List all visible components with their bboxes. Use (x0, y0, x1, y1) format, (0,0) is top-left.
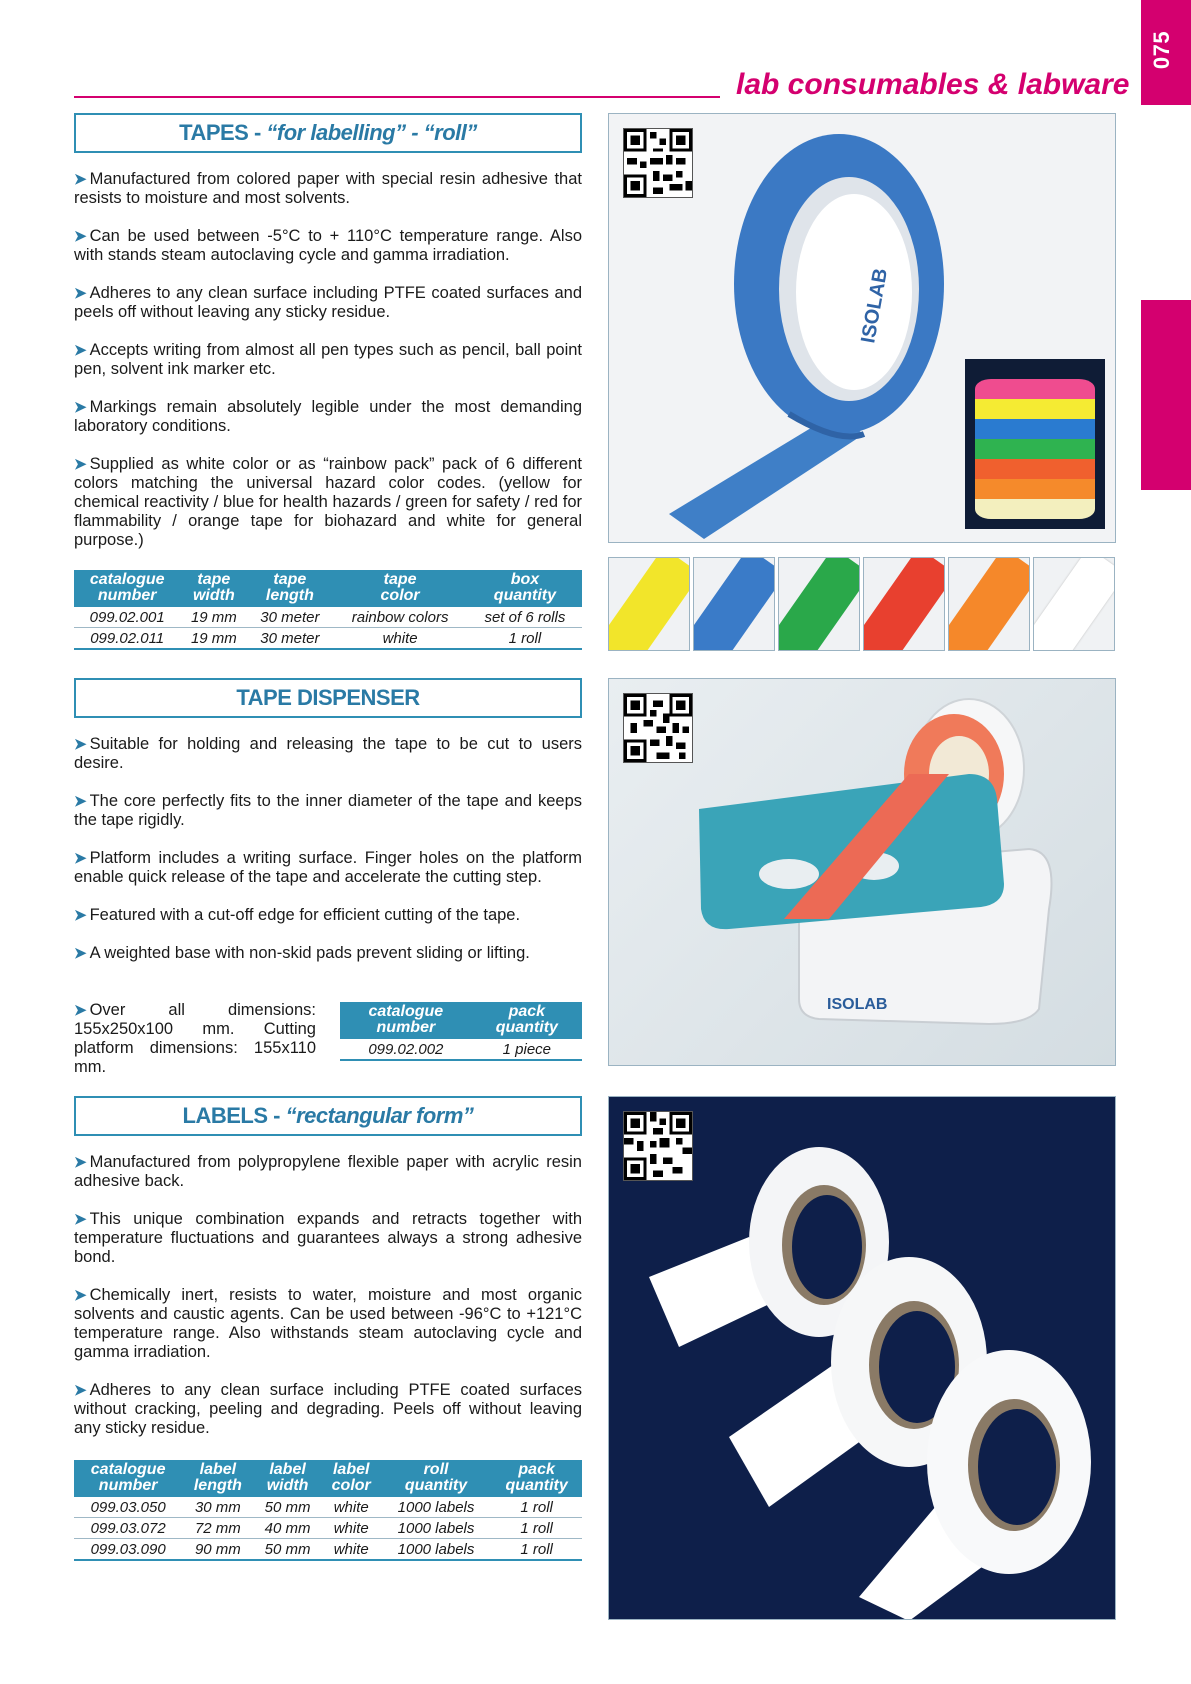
list-item: ➤ The core perfectly fits to the inner diameter of the tape and keeps the tape rigidly. (74, 792, 582, 829)
table-cell: 1 roll (468, 628, 582, 650)
list-item: ➤ Suitable for holding and releasing the tape to be cut to users desire. (74, 735, 582, 772)
table-cell: 50 mm (253, 1497, 321, 1518)
table-cell: 099.03.050 (74, 1497, 182, 1518)
chevron-right-icon: ➤ (74, 456, 87, 473)
table-cell: 099.03.072 (74, 1518, 182, 1539)
tapes-spec-table (74, 570, 582, 650)
list-item: ➤ Adheres to any clean surface including PTFE coated surfaces and peels off without leaving any sticky residue. (74, 284, 582, 321)
table-header: catalogue number (340, 1002, 472, 1039)
red-tape-swatch (863, 557, 945, 651)
table-cell: 1 piece (472, 1039, 582, 1060)
list-item: ➤ Manufactured from polypropylene flexible paper with acrylic resin adhesive back. (74, 1153, 582, 1190)
table-cell: rainbow colors (332, 607, 467, 628)
rainbow-tape-stack (975, 379, 1095, 519)
table-header-row (340, 1002, 582, 1039)
chevron-right-icon: ➤ (74, 1002, 87, 1019)
table-cell: white (332, 628, 467, 650)
chevron-right-icon: ➤ (74, 285, 87, 302)
chevron-right-icon: ➤ (74, 1382, 87, 1399)
table-header: roll quantity (381, 1460, 492, 1497)
dispenser-spec-table (340, 1002, 582, 1061)
brand-logo-text: ISOLAB (857, 266, 893, 345)
table-cell: 90 mm (182, 1539, 253, 1561)
chevron-right-icon: ➤ (74, 399, 87, 416)
table-cell: 19 mm (180, 628, 247, 650)
list-item: ➤ Can be used between -5°C to + 110°C temperature range. Also with stands steam autoclaving cycle and gamma irradiation. (74, 227, 582, 264)
page-number: 075 (1149, 30, 1174, 70)
table-header: pack quantity (491, 1460, 582, 1497)
table-cell: 1000 labels (381, 1518, 492, 1539)
blue-tape-swatch (693, 557, 775, 651)
white-tape-swatch (1033, 557, 1115, 651)
chevron-right-icon: ➤ (74, 736, 87, 753)
chevron-right-icon: ➤ (74, 1287, 87, 1304)
list-item: ➤ Markings remain absolutely legible under the most demanding laboratory conditions. (74, 398, 582, 435)
chevron-right-icon: ➤ (74, 228, 87, 245)
table-cell: 1 roll (491, 1497, 582, 1518)
table-cell: 1 roll (491, 1518, 582, 1539)
table-header: label color (322, 1460, 381, 1497)
labels-spec-table (74, 1460, 582, 1561)
chevron-right-icon: ➤ (74, 1154, 87, 1171)
tapes-title-sub: “for labelling” - “roll” (266, 120, 477, 145)
rainbow-tape-inset (965, 359, 1105, 529)
table-row (74, 1539, 582, 1561)
table-header-row (74, 570, 582, 607)
table-cell: 72 mm (182, 1518, 253, 1539)
label-rolls-illustration (609, 1097, 1116, 1620)
list-item: ➤ This unique combination expands and retracts together with temperature fluctuations and guarantees always a strong adhesive bond. (74, 1210, 582, 1266)
table-cell: set of 6 rolls (468, 607, 582, 628)
dispenser-dimensions: ➤ Over all dimensions: 155x250x100 mm. Cutting platform dimensions: 155x110 mm. (74, 1001, 316, 1076)
table-header: box quantity (468, 570, 582, 607)
table-cell: 099.02.002 (340, 1039, 472, 1060)
table-cell: 1000 labels (381, 1539, 492, 1561)
dispenser-illustration (609, 679, 1116, 1066)
list-item: ➤ Chemically inert, resists to water, moisture and most organic solvents and caustic agents. Can be used between -96°C to +121°C temperature range. Also withstands steam autoclaving cycle and gamma irradiation. (74, 1286, 582, 1361)
labels-section-title (74, 1096, 582, 1136)
brand-logo-text: ISOLAB (827, 996, 888, 1013)
green-tape-swatch (778, 557, 860, 651)
chevron-right-icon: ➤ (74, 945, 87, 962)
table-row (74, 1518, 582, 1539)
table-header: catalogue number (74, 1460, 182, 1497)
page-title: lab consumables & labware (736, 68, 1130, 101)
table-row (340, 1039, 582, 1060)
list-item: ➤ Featured with a cut-off edge for efficient cutting of the tape. (74, 906, 521, 924)
list-item: ➤ Accepts writing from almost all pen types such as pencil, ball point pen, solvent ink marker etc. (74, 341, 582, 378)
tapes-bullet-list (74, 170, 582, 569)
table-header: catalogue number (74, 570, 180, 607)
table-header-row (74, 1460, 582, 1497)
table-cell: 099.02.001 (74, 607, 180, 628)
table-header: tape length (247, 570, 332, 607)
table-cell: white (322, 1518, 381, 1539)
table-header: tape width (180, 570, 247, 607)
table-cell: 19 mm (180, 607, 247, 628)
table-cell: 099.03.090 (74, 1539, 182, 1561)
chevron-right-icon: ➤ (74, 342, 87, 359)
table-header: tape color (332, 570, 467, 607)
table-cell: white (322, 1497, 381, 1518)
table-header: label width (253, 1460, 321, 1497)
dispenser-title-main: TAPE DISPENSER (236, 685, 420, 710)
table-cell: 30 mm (182, 1497, 253, 1518)
page-number-tab (1141, 0, 1191, 105)
side-section-tab (1141, 300, 1191, 490)
table-cell: 50 mm (253, 1539, 321, 1561)
yellow-tape-swatch (608, 557, 690, 651)
dispenser-bullet-list (74, 735, 582, 982)
table-header: label length (182, 1460, 253, 1497)
labels-title-main: LABELS - (182, 1103, 286, 1128)
list-item: ➤ Supplied as white color or as “rainbow pack” pack of 6 different colors matching the universal hazard color codes. (yellow for chemical reactivity / blue for health hazards / green for safety / red for flammability / orange tape for biohazard and white for general purpose.) (74, 455, 582, 549)
table-cell: white (322, 1539, 381, 1561)
table-row (74, 1497, 582, 1518)
table-row (74, 607, 582, 628)
list-item: ➤ Adheres to any clean surface including PTFE coated surfaces without cracking, peeling and degrading. Peels off without leaving any sticky residue. (74, 1381, 582, 1437)
table-cell: 30 meter (247, 628, 332, 650)
orange-tape-swatch (948, 557, 1030, 651)
list-item: ➤ A weighted base with non-skid pads prevent sliding or lifting. (74, 944, 530, 962)
chevron-right-icon: ➤ (74, 171, 87, 188)
labels-title-sub: “rectangular form” (285, 1103, 474, 1128)
table-cell: 099.02.011 (74, 628, 180, 650)
list-item: ➤ Platform includes a writing surface. Finger holes on the platform enable quick release of the tape and accelerate the cutting step. (74, 849, 582, 886)
table-cell: 40 mm (253, 1518, 321, 1539)
label-rolls-photo (608, 1096, 1116, 1620)
labels-bullet-list (74, 1153, 582, 1457)
header-rule (74, 96, 720, 98)
table-header: pack quantity (472, 1002, 582, 1039)
dispenser-section-title (74, 678, 582, 718)
table-cell: 1000 labels (381, 1497, 492, 1518)
chevron-right-icon: ➤ (74, 850, 87, 867)
chevron-right-icon: ➤ (74, 1211, 87, 1228)
tape-dispenser-photo (608, 678, 1116, 1066)
table-cell: 30 meter (247, 607, 332, 628)
list-item: ➤ Manufactured from colored paper with special resin adhesive that resists to moisture and most solvents. (74, 170, 582, 207)
table-cell: 1 roll (491, 1539, 582, 1561)
table-row (74, 628, 582, 650)
tapes-section-title (74, 113, 582, 153)
chevron-right-icon: ➤ (74, 793, 87, 810)
tape-roll-photo (608, 113, 1116, 543)
tapes-title-main: TAPES - (179, 120, 267, 145)
chevron-right-icon: ➤ (74, 907, 87, 924)
